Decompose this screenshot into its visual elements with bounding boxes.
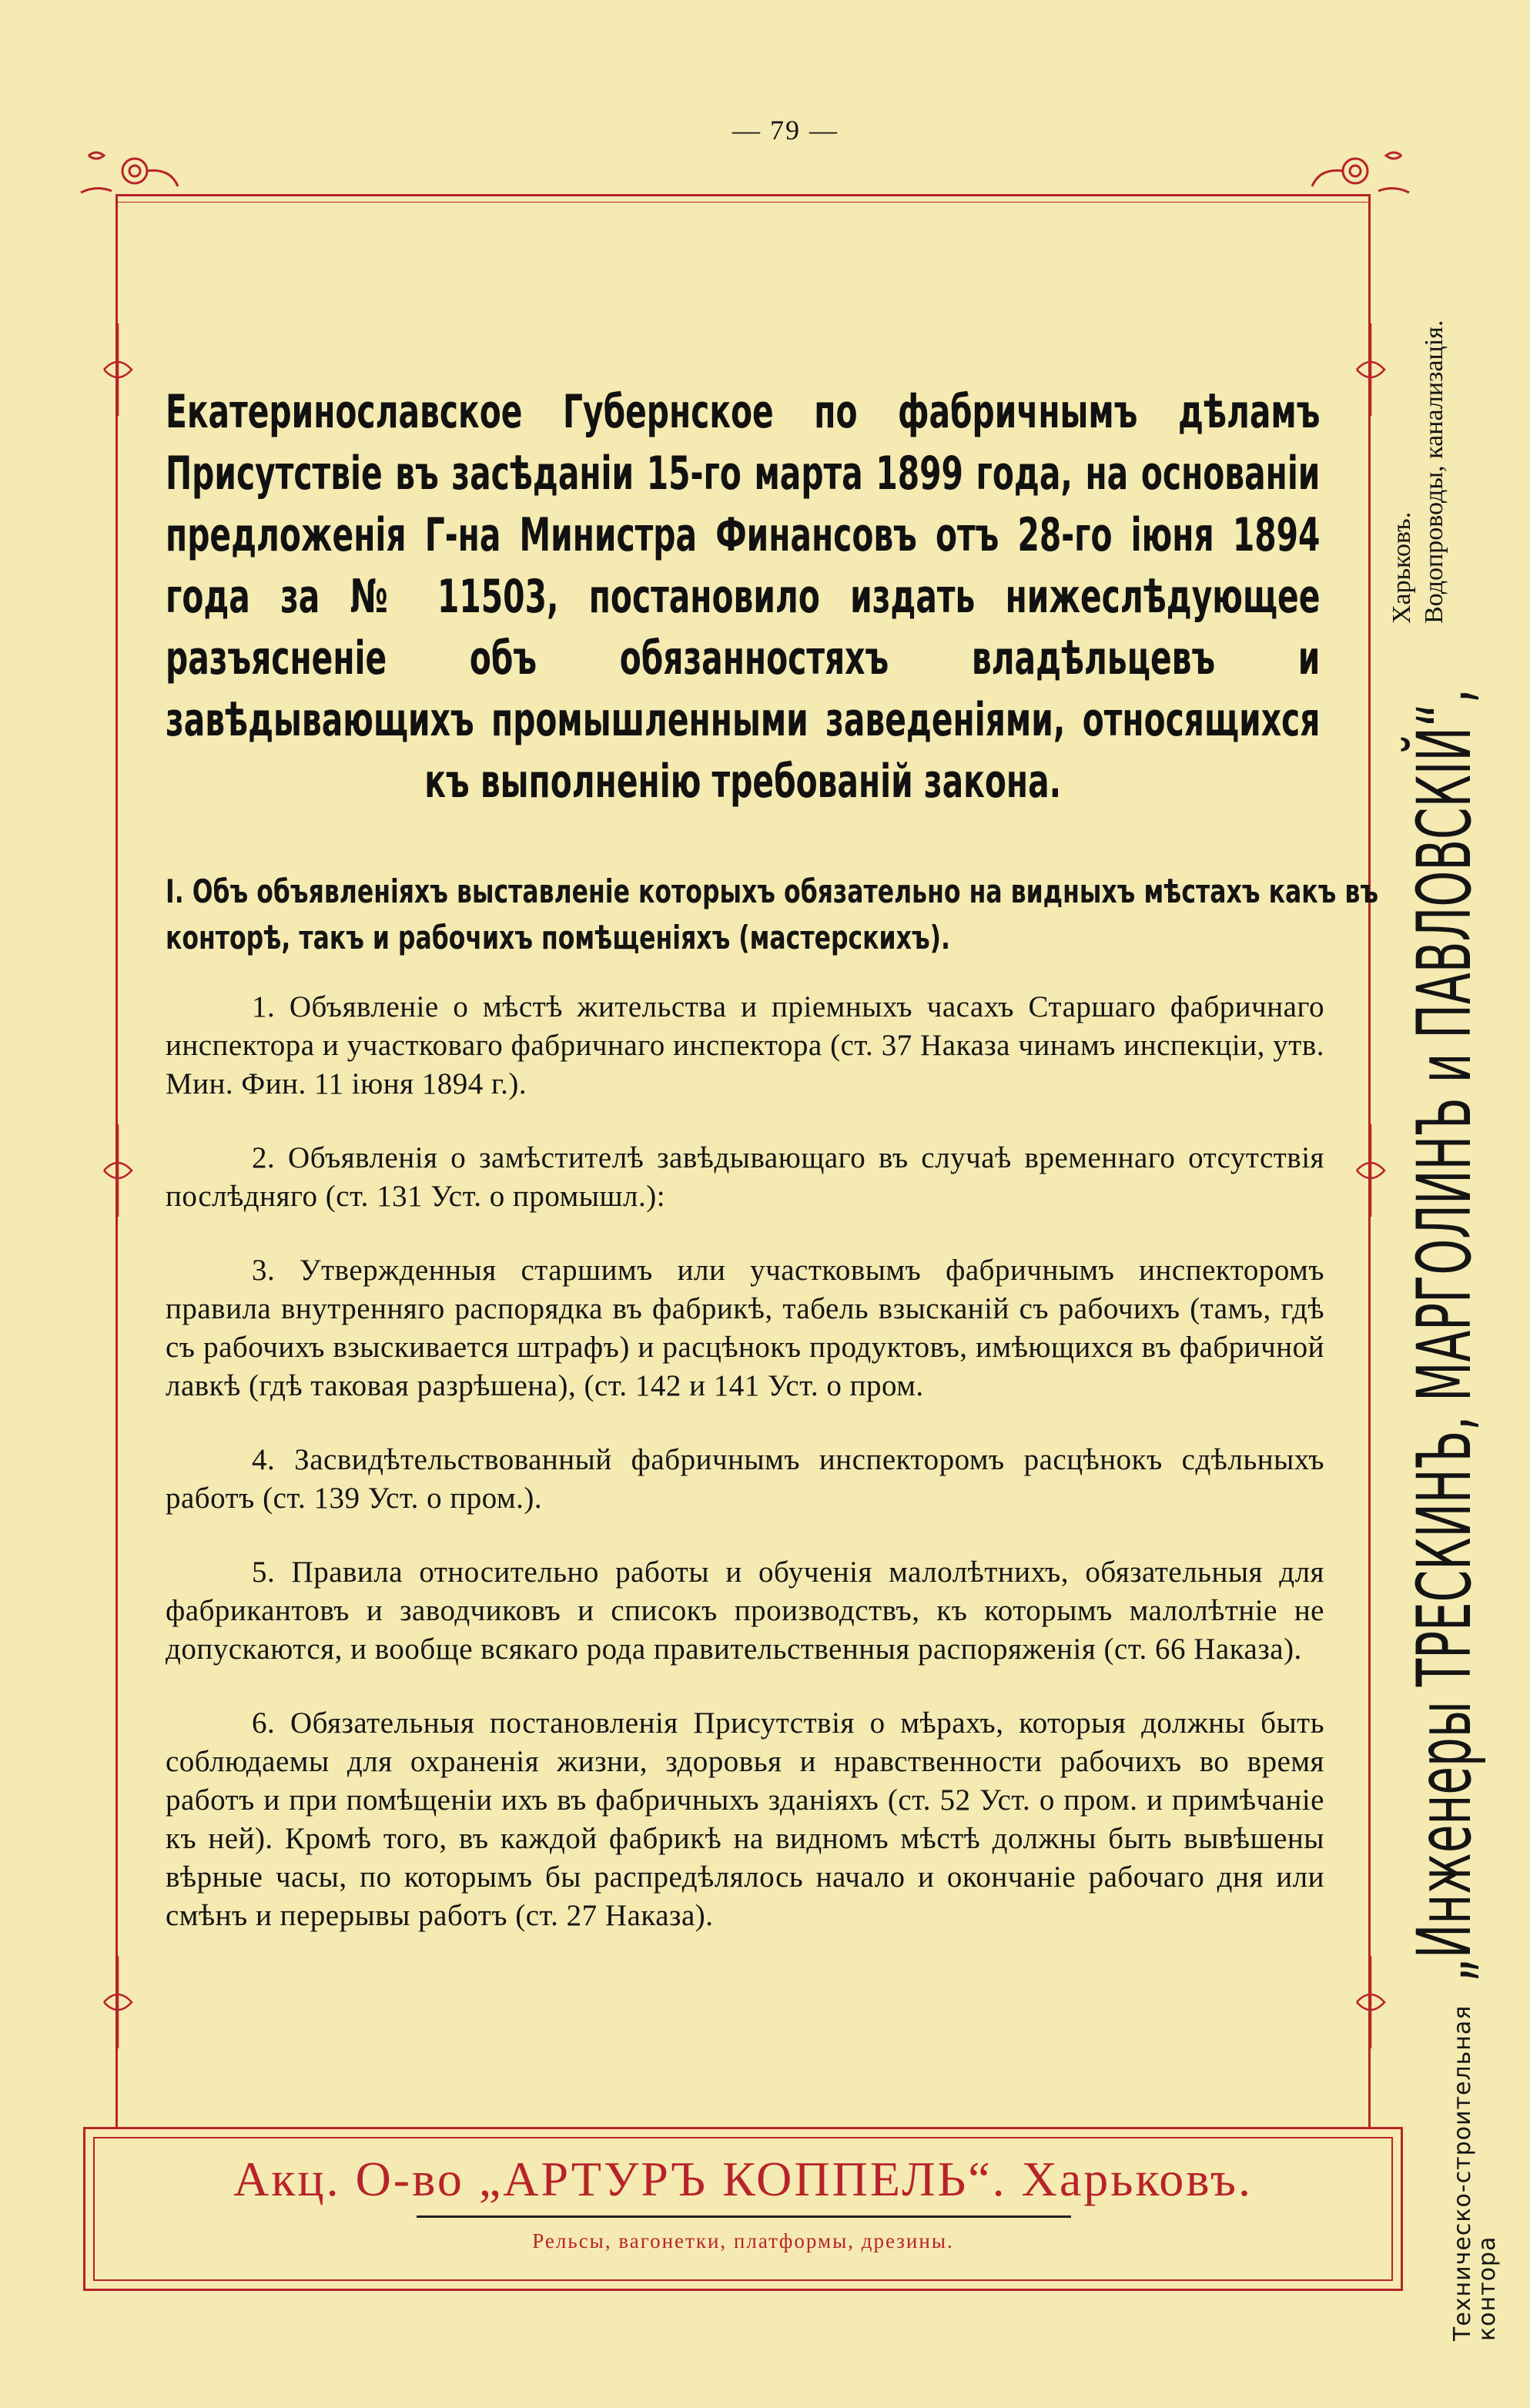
top-left-scroll-ornament-icon	[73, 146, 189, 200]
frame-top-inner-border	[116, 202, 1371, 203]
rule-item-3: 3. Утвержденныя старшимъ или участковымъ фабричнымъ инспекторомъ правила внутренняго распорядка въ фабрикѣ, табель взысканій съ рабочихъ (тамъ, гдѣ съ рабочихъ взыскивается штрафъ) и расцѣнокъ продуктовъ, имѣющихся въ фабричной лавкѣ (гдѣ таковая разрѣшена), (ст. 142 и 141 Уст. о пром.	[166, 1254, 1324, 1402]
side-advertisement	[1386, 31, 1530, 2341]
left-flourish-upper-icon	[96, 323, 139, 416]
rule-item-6: 6. Обязательныя постановленія Присутствія о мѣрахъ, которыя должны быть соблюдаемы для охраненія жизни, здоровья и нравственности рабочихъ во время работъ и при помѣщеніи ихъ въ фабричныхъ зданіяхъ (ст. 52 Уст. о пром. и примѣчаніе къ ней). Кромѣ того, въ каждой фабрикѣ на видномъ мѣстѣ должны быть вывѣшены вѣрные часы, по которымъ бы распредѣлялось начало и окончаніе рабочаго дня или смѣнъ и перерывы работъ (ст. 27 Наказа).	[166, 1706, 1324, 1932]
bottom-ad-underline	[417, 2215, 1071, 2218]
frame-top-border	[116, 194, 1371, 196]
section-heading: I. Объ объявленіяхъ выставленіе которыхъ обязательно на видныхъ мѣстахъ какъ въ конторѣ, такъ и рабочихъ помѣщеніяхъ (мастерскихъ).	[166, 872, 1378, 956]
document-heading: Екатеринославское Губернское по фабричнымъ дѣламъ Присутствіе въ засѣданіи 15-го марта 1899 года, на основаніи предложенія Г-на Министра Финансовъ отъ 28-го іюня 1894 года за № 11503, постановило издать нижеслѣдующее разъясненіе объ обязанностяхъ владѣльцевъ и завѣдывающихъ промышленными заведеніями, относящихся къ выполненію требованій закона.	[166, 385, 1321, 809]
rule-item-4: 4. Засвидѣтельствованный фабричнымъ инспекторомъ расцѣнокъ сдѣльныхъ работъ (ст. 139 Уст. о пром.).	[166, 1443, 1324, 1515]
rule-item-5: 5. Правила относительно работы и обученія малолѣтнихъ, обязательныя для фабрикантовъ и заводчиковъ и списокъ производствъ, къ которымъ малолѣтніе не допускаются, и вообще всякаго рода правительственныя распоряженія (ст. 66 Наказа).	[166, 1556, 1324, 1666]
side-ad-services: Водопроводы, канализація.	[1420, 320, 1448, 624]
bottom-ad-title: Акц. О-во „АРТУРЪ КОППЕЛЬ“. Харьковъ.	[233, 2152, 1253, 2206]
page-number: — 79 —	[732, 115, 839, 146]
left-flourish-middle-icon	[96, 1124, 139, 1217]
side-ad-office-label	[1451, 2005, 1500, 2341]
bottom-ad-subtitle: Рельсы, вагонетки, платформы, дрезины.	[532, 2229, 954, 2252]
rule-item-1: 1. Объявленіе о мѣстѣ жительства и пріемныхъ часахъ Старшаго фабричнаго инспектора и участковаго фабричнаго инспектора (ст. 37 Наказа чинамъ инспекціи, утв. Мин. Фин. 11 іюня 1894 г.).	[166, 990, 1324, 1100]
left-flourish-lower-icon	[96, 1956, 139, 2048]
side-ad-main-line	[1401, 473, 1500, 2341]
side-ad-office-line2: контора	[1474, 2236, 1501, 2341]
rule-item-2: 2. Объявленія о замѣстителѣ завѣдывающаго въ случаѣ временнаго отсутствія послѣдняго (ст. 131 Уст. о промышл.):	[166, 1141, 1324, 1213]
rules-list	[166, 988, 1324, 1971]
side-ad-company-name: „Инженеры ТРЕСКИНЪ, МАРГОЛИНЪ и ПАВЛОВСКІЙ“,	[1401, 688, 1488, 1982]
side-ad-office-line1: Техническо-строительная	[1449, 2004, 1476, 2341]
bottom-advertisement	[83, 2127, 1403, 2291]
side-ad-city-block	[1386, 320, 1451, 624]
side-ad-city: Харьковъ.	[1388, 511, 1416, 624]
